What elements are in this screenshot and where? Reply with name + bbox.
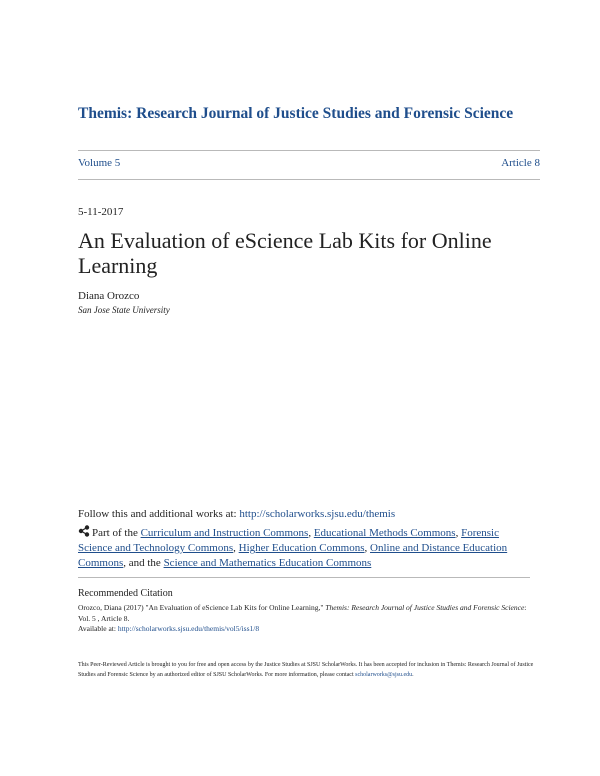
- commons-link-higher-education[interactable]: Higher Education Commons: [238, 542, 365, 554]
- publication-date: 5-11-2017: [78, 206, 124, 218]
- recommended-citation-heading: Recommended Citation: [78, 588, 173, 599]
- follow-label: Follow this and additional works at:: [78, 508, 240, 520]
- volume-row: [78, 157, 540, 169]
- commons-link-educational-methods[interactable]: Educational Methods Commons: [313, 527, 456, 539]
- separator: ,: [308, 527, 314, 539]
- article-title: An Evaluation of eScience Lab Kits for Online Learning: [78, 228, 492, 278]
- follow-line: [78, 508, 395, 520]
- citation-text: [78, 603, 538, 635]
- separator: ,: [233, 542, 239, 554]
- contact-email-link[interactable]: scholarworks@sjsu.edu: [355, 672, 413, 678]
- part-of-label: Part of the: [92, 527, 141, 539]
- divider-top: [78, 150, 540, 151]
- commons-link-science-math[interactable]: Science and Mathematics Education Commons: [163, 557, 372, 569]
- notice-end: .: [412, 672, 414, 678]
- available-label: Available at:: [78, 624, 118, 633]
- author-affiliation: San Jose State University: [78, 305, 170, 315]
- access-notice: [78, 660, 540, 680]
- separator: ,: [455, 527, 462, 539]
- part-of-commons: [78, 525, 533, 571]
- citation-url-link[interactable]: http://scholarworks.sjsu.edu/themis/vol5/iss1/8: [117, 624, 260, 633]
- citation-volume: : Vol. 5 , Article 8.: [78, 603, 527, 623]
- divider-citation: [78, 577, 530, 578]
- and-the-label: , and the: [123, 557, 164, 569]
- divider-volume: [78, 179, 540, 180]
- volume-link[interactable]: Volume 5: [78, 157, 121, 169]
- citation-journal: Themis: Research Journal of Justice Studies and Forensic Science: [325, 603, 525, 612]
- commons-link-online-distance[interactable]: Online and Distance Education Commons: [78, 542, 508, 569]
- commons-link-curriculum[interactable]: Curriculum and Instruction Commons: [140, 527, 309, 539]
- network-share-icon: [78, 525, 90, 537]
- commons-link-forensic-science[interactable]: Forensic Science and Technology Commons: [78, 527, 499, 554]
- citation-main: Orozco, Diana (2017) "An Evaluation of eScience Lab Kits for Online Learning,": [78, 603, 326, 612]
- follow-url-link[interactable]: http://scholarworks.sjsu.edu/themis: [239, 508, 396, 520]
- notice-text: This Peer-Reviewed Article is brought to you for free and open access by the Justice Studies at SJSU ScholarWorks. It has been accepted for inclusion in Themis: Research Journal of Justice Studies and Forensic Science by an authorized editor of SJSU ScholarWorks. For more information, please contact: [78, 662, 534, 678]
- article-number-link[interactable]: Article 8: [501, 157, 540, 169]
- author-name: Diana Orozco: [78, 290, 140, 302]
- journal-title[interactable]: Themis: Research Journal of Justice Studies and Forensic Science: [78, 105, 514, 122]
- separator: ,: [364, 542, 371, 554]
